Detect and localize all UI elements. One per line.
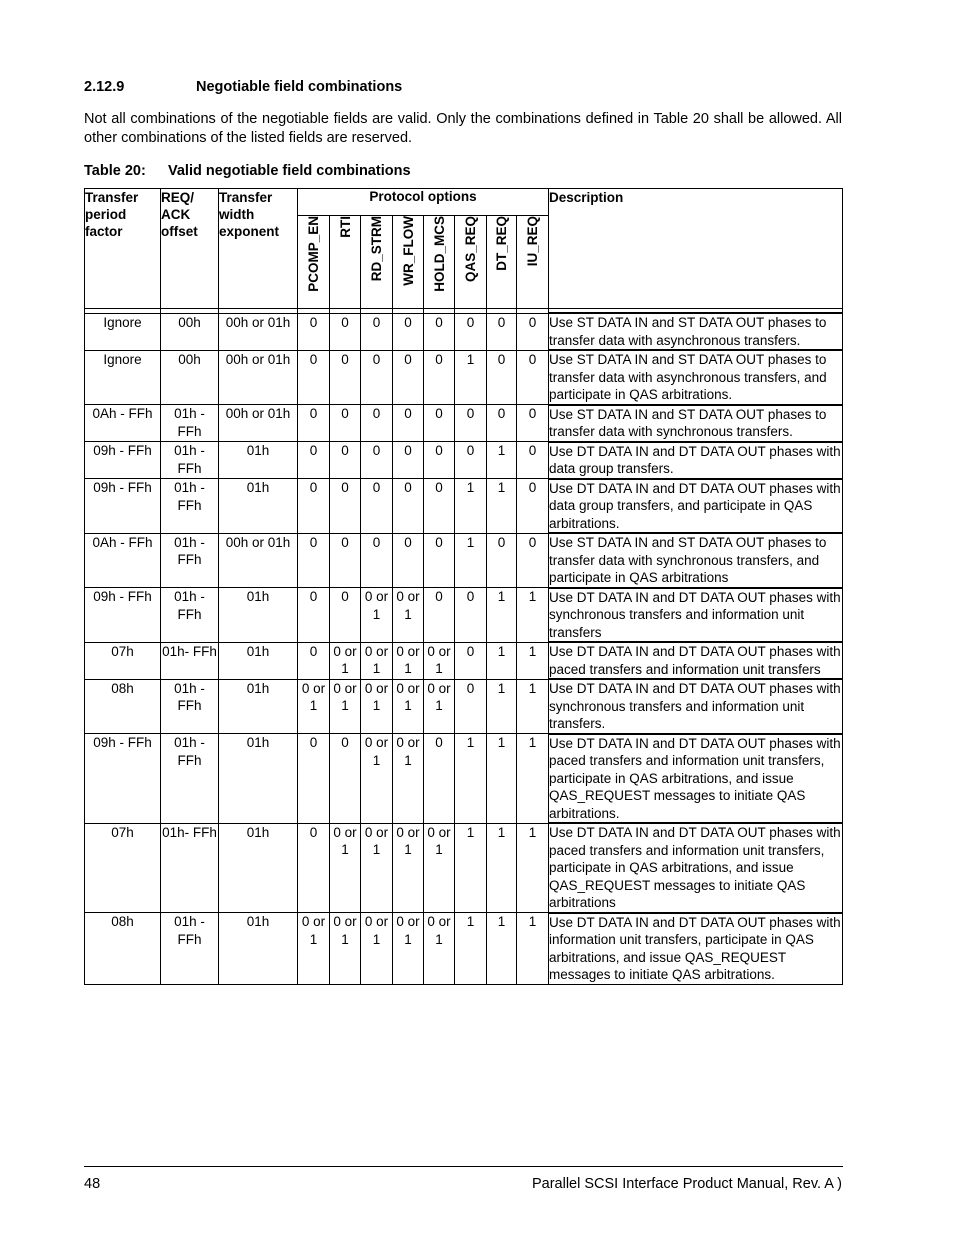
cell-flag: 0 or 1 [424, 679, 455, 734]
cell-flag: 0 [298, 350, 330, 405]
header-flag-qas-req: QAS_REQ [455, 216, 487, 309]
cell-description: Use DT DATA IN and DT DATA OUT phases with synchronous transfers and information unit transfers. [549, 679, 843, 734]
cell-flag: 0 [393, 442, 424, 479]
cell-flag: 0 [298, 405, 330, 442]
cell-transfer-period: 07h [85, 642, 161, 679]
cell-flag: 1 [487, 734, 517, 824]
cell-flag: 0 [298, 313, 330, 350]
cell-flag: 0 [330, 313, 361, 350]
cell-flag: 0 or 1 [393, 679, 424, 734]
cell-description: Use ST DATA IN and ST DATA OUT phases to transfer data with asynchronous transfers. [549, 313, 843, 350]
cell-flag: 0 or 1 [393, 913, 424, 985]
cell-flag: 0 [361, 350, 393, 405]
intro-paragraph: Not all combinations of the negotiable fields are valid. Only the combinations defined in Table 20 shall be allowed. All other combinations of the listed fields are reserved. [84, 111, 842, 146]
cell-req-ack-offset: 01h - FFh [161, 588, 219, 643]
cell-flag: 1 [455, 533, 487, 588]
cell-transfer-period: 09h - FFh [85, 588, 161, 643]
cell-flag: 0 [455, 442, 487, 479]
cell-flag: 0 [424, 588, 455, 643]
cell-req-ack-offset: 01h- FFh [161, 823, 219, 913]
cell-flag: 0 [330, 533, 361, 588]
header-flag-wr-flow: WR_FLOW [393, 216, 424, 309]
cell-description: Use DT DATA IN and DT DATA OUT phases with paced transfers and information unit transfers, participate in QAS arbitrations, and issue QAS_REQUEST messages to initiate QAS arbitrations [549, 823, 843, 913]
cell-flag: 0 or 1 [330, 679, 361, 734]
table-row [85, 313, 843, 350]
cell-flag: 0 or 1 [330, 823, 361, 913]
cell-transfer-width: 00h or 01h [219, 313, 298, 350]
cell-flag: 0 or 1 [330, 913, 361, 985]
cell-transfer-period: 09h - FFh [85, 442, 161, 479]
cell-flag: 1 [455, 913, 487, 985]
table-row [85, 350, 843, 405]
cell-flag: 1 [487, 679, 517, 734]
cell-flag: 0 [393, 313, 424, 350]
cell-flag: 0 [517, 313, 549, 350]
cell-flag: 1 [517, 679, 549, 734]
cell-flag: 0 or 1 [361, 588, 393, 643]
header-flag-dt-req: DT_REQ [487, 216, 517, 309]
cell-req-ack-offset: 00h [161, 313, 219, 350]
cell-flag: 1 [487, 642, 517, 679]
header-transfer-period: Transfer period factor [85, 189, 161, 309]
cell-flag: 0 [487, 533, 517, 588]
table-row [85, 823, 843, 913]
cell-flag: 0 [455, 588, 487, 643]
cell-req-ack-offset: 01h - FFh [161, 405, 219, 442]
table-row [85, 533, 843, 588]
header-flag-pcomp-en: PCOMP_EN [298, 216, 330, 309]
header-transfer-width: Transfer width exponent [219, 189, 298, 309]
table-number: Table 20: [84, 163, 146, 179]
cell-description: Use DT DATA IN and DT DATA OUT phases with paced transfers and information unit transfers [549, 642, 843, 679]
table-row [85, 679, 843, 734]
cell-flag: 0 [393, 350, 424, 405]
cell-flag: 0 [393, 405, 424, 442]
cell-flag: 0 [361, 405, 393, 442]
cell-flag: 1 [517, 588, 549, 643]
cell-description: Use DT DATA IN and DT DATA OUT phases with data group transfers, and participate in QAS arbitrations. [549, 479, 843, 534]
cell-req-ack-offset: 01h - FFh [161, 734, 219, 824]
cell-transfer-period: 09h - FFh [85, 479, 161, 534]
cell-flag: 0 [330, 405, 361, 442]
cell-flag: 0 or 1 [424, 823, 455, 913]
cell-req-ack-offset: 01h - FFh [161, 679, 219, 734]
cell-flag: 0 [424, 442, 455, 479]
cell-flag: 0 [487, 405, 517, 442]
cell-transfer-period: 08h [85, 679, 161, 734]
cell-flag: 1 [487, 588, 517, 643]
cell-description: Use DT DATA IN and DT DATA OUT phases with data group transfers. [549, 442, 843, 479]
cell-flag: 0 [361, 442, 393, 479]
table-row [85, 913, 843, 985]
cell-flag: 1 [487, 823, 517, 913]
cell-flag: 0 [424, 533, 455, 588]
cell-req-ack-offset: 01h - FFh [161, 479, 219, 534]
cell-flag: 0 [424, 479, 455, 534]
cell-req-ack-offset: 01h - FFh [161, 533, 219, 588]
cell-flag: 0 [455, 642, 487, 679]
cell-flag: 0 [393, 479, 424, 534]
header-flag-rd-strm: RD_STRM [361, 216, 393, 309]
header-flag-hold-mcs: HOLD_MCS [424, 216, 455, 309]
cell-req-ack-offset: 01h- FFh [161, 642, 219, 679]
cell-description: Use DT DATA IN and DT DATA OUT phases with synchronous transfers and information unit transfers [549, 588, 843, 643]
cell-flag: 0 [298, 442, 330, 479]
cell-flag: 0 or 1 [393, 588, 424, 643]
cell-flag: 0 or 1 [424, 913, 455, 985]
header-req-ack-offset: REQ/ ACK offset [161, 189, 219, 309]
cell-flag: 0 [424, 313, 455, 350]
cell-flag: 1 [455, 350, 487, 405]
section-number: 2.12.9 [84, 79, 125, 95]
cell-transfer-period: Ignore [85, 313, 161, 350]
cell-flag: 0 [330, 442, 361, 479]
cell-transfer-period: Ignore [85, 350, 161, 405]
cell-transfer-width: 01h [219, 442, 298, 479]
cell-transfer-width: 01h [219, 479, 298, 534]
cell-transfer-period: 0Ah - FFh [85, 533, 161, 588]
cell-flag: 0 [517, 479, 549, 534]
cell-flag: 0 or 1 [298, 913, 330, 985]
footer-title: Parallel SCSI Interface Product Manual, Rev. A ) [531, 1176, 842, 1192]
cell-flag: 0 [487, 313, 517, 350]
cell-flag: 0 [298, 823, 330, 913]
cell-transfer-period: 08h [85, 913, 161, 985]
cell-flag: 1 [455, 479, 487, 534]
cell-flag: 1 [517, 823, 549, 913]
cell-transfer-width: 01h [219, 588, 298, 643]
header-flag-iu-req: IU_REQ [517, 216, 549, 309]
cell-flag: 0 [517, 533, 549, 588]
cell-flag: 1 [517, 913, 549, 985]
cell-flag: 0 [455, 313, 487, 350]
cell-flag: 0 [330, 350, 361, 405]
cell-req-ack-offset: 01h - FFh [161, 442, 219, 479]
cell-flag: 0 [330, 479, 361, 534]
cell-flag: 0 or 1 [393, 642, 424, 679]
page-number: 48 [84, 1176, 101, 1192]
cell-flag: 1 [455, 734, 487, 824]
cell-flag: 1 [517, 734, 549, 824]
footer-rule [84, 1166, 843, 1167]
cell-flag: 0 [298, 588, 330, 643]
cell-transfer-width: 00h or 01h [219, 405, 298, 442]
cell-flag: 0 [424, 405, 455, 442]
cell-flag: 1 [455, 823, 487, 913]
section-heading [84, 79, 402, 95]
table-row [85, 588, 843, 643]
table-row [85, 734, 843, 824]
cell-transfer-width: 00h or 01h [219, 533, 298, 588]
cell-description: Use ST DATA IN and ST DATA OUT phases to transfer data with synchronous transfers, and participate in QAS arbitrations [549, 533, 843, 588]
cell-description: Use DT DATA IN and DT DATA OUT phases with information unit transfers, participate in QAS arbitrations, and issue QAS_REQUEST messages to initiate QAS arbitrations. [549, 914, 841, 982]
cell-flag: 1 [487, 479, 517, 534]
cell-flag: 0 [455, 679, 487, 734]
table-title: Valid negotiable field combinations [168, 163, 411, 179]
cell-flag: 0 [455, 405, 487, 442]
cell-flag: 0 [517, 442, 549, 479]
cell-flag: 1 [487, 913, 517, 985]
cell-transfer-period: 07h [85, 823, 161, 913]
header-description: Description [549, 189, 843, 309]
cell-flag: 0 [298, 734, 330, 824]
table-caption [84, 163, 411, 179]
cell-transfer-period: 09h - FFh [85, 734, 161, 824]
cell-flag: 0 [361, 479, 393, 534]
header-flag-rti: RTI [330, 216, 361, 309]
cell-flag: 0 or 1 [361, 913, 393, 985]
header-protocol-options: Protocol options [298, 189, 549, 216]
cell-description: Use ST DATA IN and ST DATA OUT phases to transfer data with asynchronous transfers, and participate in QAS arbitrations. [549, 350, 843, 405]
cell-flag: 0 or 1 [393, 823, 424, 913]
cell-flag: 0 [361, 533, 393, 588]
cell-flag: 0 [517, 405, 549, 442]
table-row [85, 642, 843, 679]
cell-flag: 0 [393, 533, 424, 588]
cell-flag: 0 [330, 734, 361, 824]
cell-transfer-width: 01h [219, 734, 298, 824]
cell-flag: 0 or 1 [393, 734, 424, 824]
cell-flag: 0 [298, 479, 330, 534]
cell-flag: 0 or 1 [424, 642, 455, 679]
cell-flag: 1 [487, 442, 517, 479]
cell-flag: 0 [361, 313, 393, 350]
cell-flag: 0 or 1 [361, 642, 393, 679]
cell-description: Use ST DATA IN and ST DATA OUT phases to transfer data with synchronous transfers. [549, 405, 843, 442]
cell-flag: 0 or 1 [330, 642, 361, 679]
section-title: Negotiable field combinations [196, 79, 403, 95]
cell-flag: 0 or 1 [361, 823, 393, 913]
cell-flag: 0 or 1 [361, 679, 393, 734]
cell-req-ack-offset: 01h - FFh [161, 913, 219, 985]
cell-flag: 0 or 1 [361, 734, 393, 824]
cell-flag: 0 [487, 350, 517, 405]
cell-transfer-width: 00h or 01h [219, 350, 298, 405]
cell-flag: 0 [424, 350, 455, 405]
table-row [85, 442, 843, 479]
table-row [85, 405, 843, 442]
cell-flag: 0 [298, 533, 330, 588]
table-row [85, 479, 843, 534]
cell-flag: 0 [517, 350, 549, 405]
cell-flag: 1 [517, 642, 549, 679]
cell-transfer-width: 01h [219, 823, 298, 913]
cell-req-ack-offset: 00h [161, 350, 219, 405]
cell-flag: 0 or 1 [298, 679, 330, 734]
cell-flag: 0 [298, 642, 330, 679]
negotiable-combinations-table [84, 188, 843, 985]
cell-description: Use DT DATA IN and DT DATA OUT phases with paced transfers and information unit transfers, participate in QAS arbitrations, and issue QAS_REQUEST messages to initiate QAS arbitrations. [549, 734, 843, 824]
cell-transfer-width: 01h [219, 679, 298, 734]
cell-transfer-width: 01h [219, 642, 298, 679]
cell-flag: 0 [424, 734, 455, 824]
cell-transfer-period: 0Ah - FFh [85, 405, 161, 442]
cell-transfer-width: 01h [219, 913, 298, 985]
cell-flag: 0 [330, 588, 361, 643]
